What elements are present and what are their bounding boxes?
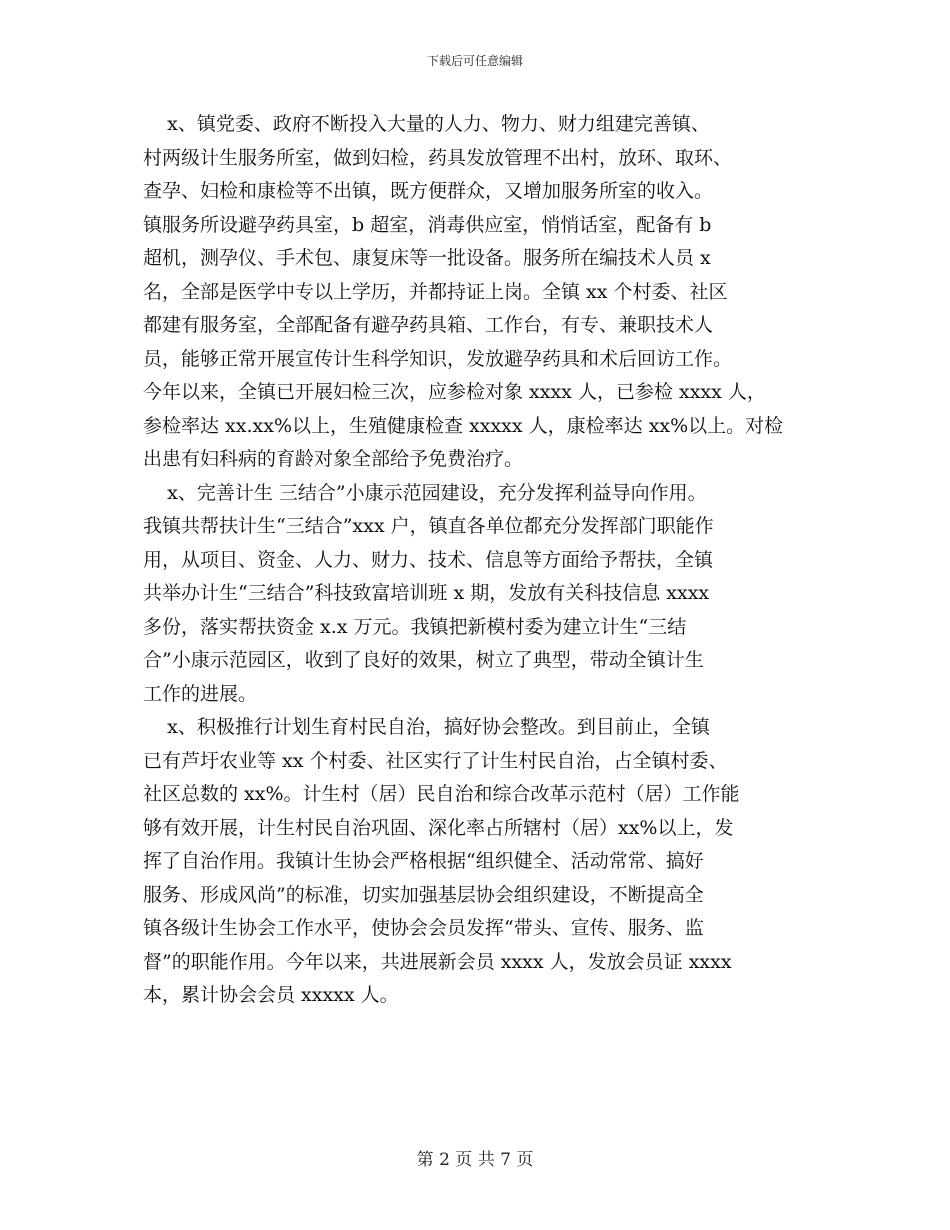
text-line: x、镇党委、政府不断投入大量的人力、物力、财力组建完善镇、 [143, 113, 710, 135]
text-line: 出患有妇科病的育龄对象全部给予免费治疗。 [143, 448, 524, 470]
text-line: 服务、形成风尚”的标准，切实加强基层协会组织建设，不断提高全 [143, 883, 704, 906]
text-line: 员，能够正常开展宣传计生科学知识，发放避孕药具和术后回访工作。 [143, 347, 733, 370]
text-line: x、积极推行计划生育村民自治，搞好协会整改。到目前止，全镇 [143, 716, 710, 738]
text-line: 够有效开展，计生村民自治巩固、深化率占所辖村（居）xx%以上，发 [143, 816, 734, 839]
text-line: 今年以来，全镇已开展妇检三次，应参检对象 xxxx 人，已参检 xxxx 人， [143, 381, 766, 403]
text-line: 镇服务所设避孕药具室，b 超室，消毒供应室，悄悄话室，配备有 b [143, 213, 712, 236]
text-line: 参检率达 xx.xx%以上，生殖健康检查 xxxxx 人，康检率达 xx%以上。对检 [143, 414, 784, 437]
text-line: 查孕、妇检和康检等不出镇，既方便群众，又增加服务所室的收入。 [143, 180, 714, 202]
text-line: 多份，落实帮扶资金 x.x 万元。我镇把新模村委为建立计生“三结 [143, 615, 687, 638]
text-line: 本，累计协会会员 xxxxx 人。 [143, 984, 399, 1006]
text-line: 督”的职能作用。今年以来，共进展新会员 xxxx 人，发放会员证 xxxx [143, 950, 732, 973]
text-line: 已有芦圩农业等 xx 个村委、社区实行了计生村民自治，占全镇村委、 [143, 749, 728, 772]
text-line: x、完善计生 三结合”小康示范园建设，充分发挥利益导向作用。 [143, 481, 707, 504]
text-line: 都建有服务室，全部配备有避孕药具箱、工作台，有专、兼职技术人 [143, 314, 714, 336]
text-line: 超机，测孕仪、手术包、康复床等一批设备。服务所在编技术人员 x [143, 247, 711, 269]
page-number: 第 2 页 共 7 页 [416, 1150, 534, 1170]
text-line: 村两级计生服务所室，做到妇检，药具发放管理不出村，放环、取环、 [143, 146, 733, 169]
text-line: 用，从项目、资金、人力、财力、技术、信息等方面给予帮扶，全镇 [143, 548, 714, 571]
text-line: 我镇共帮扶计生“三结合”xxx 户，镇直各单位都充分发挥部门职能作 [143, 515, 714, 537]
text-line: 镇各级计生协会工作水平，使协会会员发挥“带头、宣传、服务、监 [143, 917, 704, 939]
text-line: 社区总数的 xx%。计生村（居）民自治和综合改革示范村（居）工作能 [143, 783, 740, 805]
text-line: 挥了自治作用。我镇计生协会严格根据“组织健全、活动常常、搞好 [143, 850, 704, 872]
text-line: 合”小康示范园区，收到了良好的效果，树立了典型，带动全镇计生 [143, 649, 704, 671]
text-line: 共举办计生“三结合”科技致富培训班 x 期，发放有关科技信息 xxxx [143, 582, 710, 604]
text-line: 工作的进展。 [143, 682, 258, 705]
page-header: 下载后可任意编辑 [426, 54, 523, 68]
document-body [143, 108, 823, 1013]
text-line: 名，全部是医学中专以上学历，并都持证上岗。全镇 xx 个村委、社区 [143, 280, 728, 303]
